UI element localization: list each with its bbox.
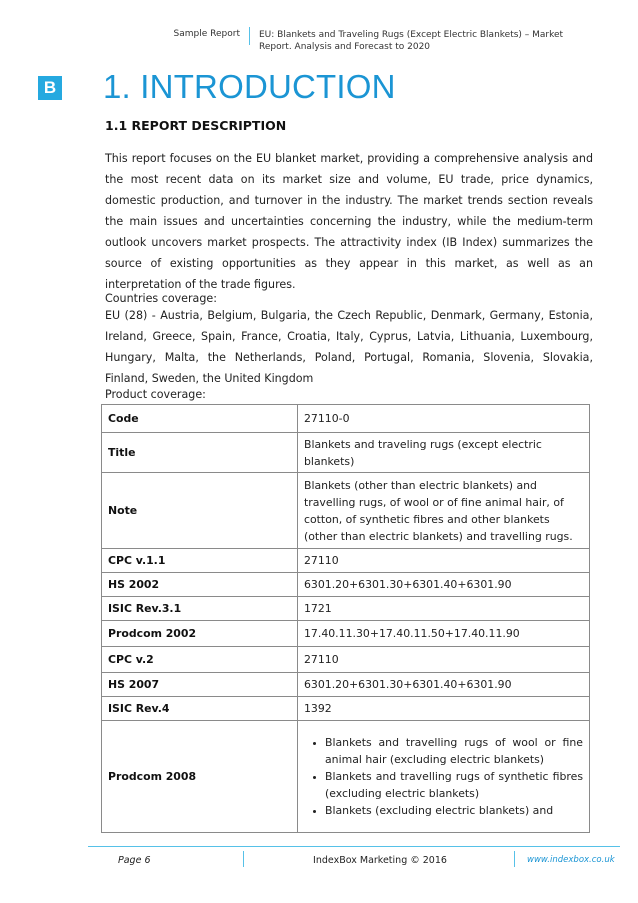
footer-website-link[interactable]: www.indexbox.co.uk (527, 855, 615, 865)
row-key: HS 2002 (102, 573, 298, 597)
section-subtitle: 1.1 REPORT DESCRIPTION (105, 118, 287, 133)
section-title: 1. INTRODUCTION (103, 68, 396, 105)
countries-coverage-label: Countries coverage: (105, 292, 217, 305)
table-row (102, 573, 590, 597)
intro-paragraph: This report focuses on the EU blanket market, providing a comprehensive analysis and the most recent data on its market size and volume, EU trade, price dynamics, domestic production, and turnover in the industry. The market trends section reveals the main issues and uncertainties concerning the industry, while the medium-term outlook uncovers market prospects. The attractivity index (IB Index) summarizes the source of existing opportunities as they appear in this market, as well as an interpretation of the trade figures. (105, 152, 593, 291)
list-item: • Blankets and travelling rugs of synthetic fibres (excluding electric blankets) (325, 768, 583, 802)
list-item: • Blankets (excluding electric blankets) and (325, 802, 583, 819)
footer-copyright: IndexBox Marketing © 2016 (313, 855, 447, 866)
row-value: 27110-0 (298, 405, 590, 433)
table-row (102, 549, 590, 573)
page-number: Page 6 (118, 855, 151, 866)
row-key: Note (102, 473, 298, 549)
row-value: 6301.20+6301.30+6301.40+6301.90 (298, 573, 590, 597)
row-key: Code (102, 405, 298, 433)
table-row (102, 433, 590, 473)
header-divider (249, 27, 250, 45)
row-key: CPC v.1.1 (102, 549, 298, 573)
footer-divider (243, 851, 244, 867)
row-value: 27110 (298, 647, 590, 673)
product-coverage-label: Product coverage: (105, 388, 206, 401)
prodcom-2008-list (304, 734, 583, 819)
footer-rule (88, 846, 620, 847)
table-row (102, 647, 590, 673)
table-row (102, 721, 590, 833)
header-report-title: EU: Blankets and Traveling Rugs (Except Electric Blankets) – Market Report. Analysis and Forecast to 2020 (259, 30, 564, 52)
indexbox-logo-icon: B (38, 76, 62, 100)
row-value: 27110 (298, 549, 590, 573)
table-row (102, 621, 590, 647)
table-row (102, 597, 590, 621)
table-row (102, 405, 590, 433)
row-value: Blankets (other than electric blankets) and travelling rugs, of wool or of fine animal hair, of cotton, of synthetic fibres and other blankets (other than electric blankets) and travelling rugs. (298, 473, 590, 549)
table-row (102, 473, 590, 549)
row-value: 1392 (298, 697, 590, 721)
row-key: HS 2007 (102, 673, 298, 697)
row-key: CPC v.2 (102, 647, 298, 673)
row-key: Prodcom 2002 (102, 621, 298, 647)
table-row (102, 697, 590, 721)
row-value: 6301.20+6301.30+6301.40+6301.90 (298, 673, 590, 697)
row-key: Prodcom 2008 (102, 721, 298, 833)
header-report-type: Sample Report (173, 29, 240, 39)
product-coverage-table (101, 404, 590, 833)
footer-divider (514, 851, 515, 867)
countries-coverage-text: EU (28) - Austria, Belgium, Bulgaria, the Czech Republic, Denmark, Germany, Estonia, Ireland, Greece, Spain, France, Croatia, Italy, Cyprus, Latvia, Lithuania, Luxembourg, Hungary, Malta, the Netherlands, Poland, Portugal, Romania, Slovenia, Slovakia, Finland, Sweden, the United Kingdom (105, 309, 593, 385)
row-value: 1721 (298, 597, 590, 621)
row-value: 17.40.11.30+17.40.11.50+17.40.11.90 (298, 621, 590, 647)
table-row (102, 673, 590, 697)
list-item: • Blankets and travelling rugs of wool or fine animal hair (excluding electric blankets) (325, 734, 583, 768)
row-key: Title (102, 433, 298, 473)
row-value (298, 721, 590, 833)
row-key: ISIC Rev.4 (102, 697, 298, 721)
row-value: Blankets and traveling rugs (except electric blankets) (298, 433, 590, 473)
row-key: ISIC Rev.3.1 (102, 597, 298, 621)
